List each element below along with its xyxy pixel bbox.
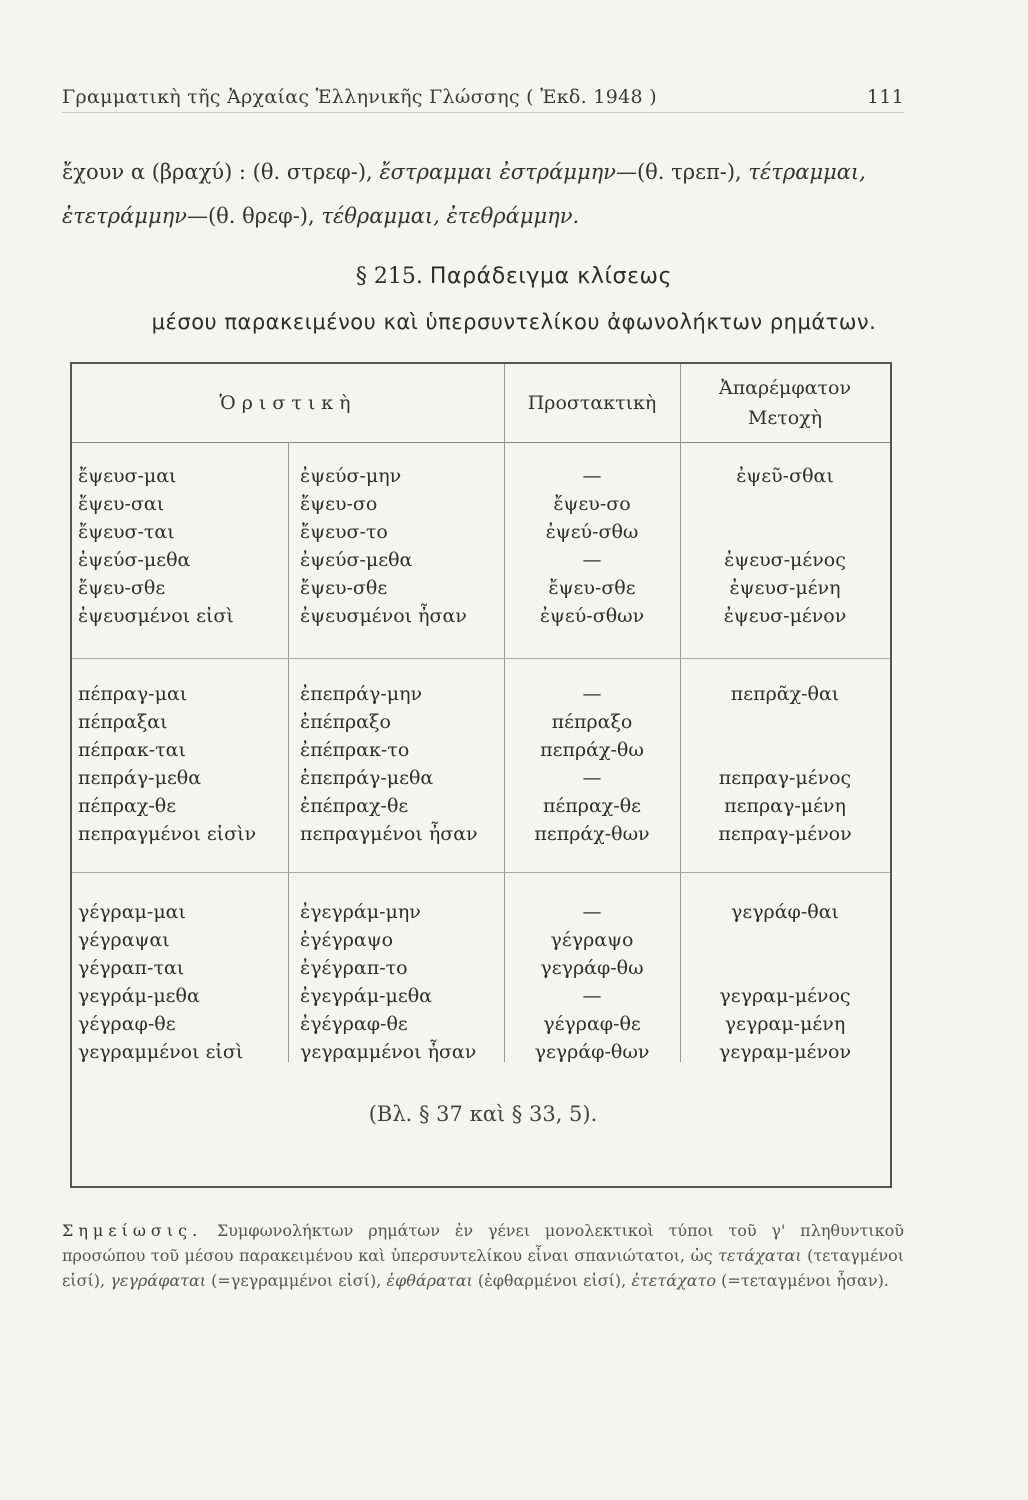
form-cell: ἐπέπραχ-θε	[300, 795, 409, 817]
form-cell: ἐψεύσ-μεθα	[300, 549, 413, 571]
form-cell: γεγράφ-θω	[540, 957, 644, 979]
group-separator	[72, 658, 890, 659]
form-cell: γέγραψο	[550, 929, 634, 951]
form-cell: γέγραμ-μαι	[78, 901, 186, 923]
aparemfaton-metochi-column	[680, 898, 890, 1066]
form-cell: ἐψεύ-σθων	[539, 605, 645, 627]
form-cell: πεπραγ-μένον	[718, 823, 852, 845]
form-cell: γεγραμμένοι εἰσὶ	[78, 1041, 244, 1063]
form-cell: γέγραπ-ται	[78, 957, 185, 979]
header-aparemfaton-metochi	[680, 364, 890, 442]
running-header	[62, 86, 904, 113]
form-cell	[680, 490, 890, 518]
form-cell: πεπράχ-θω	[540, 739, 644, 761]
form-cell: γεγραμ-μένος	[719, 985, 851, 1007]
oristiki-hypersyntelikos	[300, 898, 500, 1066]
note-text-2: (τεταγμένοι εἰσί),	[62, 1246, 904, 1290]
conjugation-table	[70, 362, 892, 1188]
form-cell: ἔψευ-σθε	[78, 577, 166, 599]
oristiki-parakeimenos	[78, 680, 284, 848]
group-separator	[72, 872, 890, 873]
form-cell: ἔψευ-σαι	[78, 493, 165, 515]
form-cell: ἐγεγράμ-μην	[300, 901, 421, 923]
section-subtitle: μέσου παρακειμένου καὶ ὑπερσυντελίκου ἀφωνολήκτων ρημάτων.	[151, 310, 877, 334]
form-cell	[680, 954, 890, 982]
table-cross-reference: (Βλ. § 37 καὶ § 33, 5).	[368, 1102, 598, 1126]
form-cell: γέγραψαι	[78, 929, 170, 951]
form-cell: —	[582, 767, 602, 789]
form-cell: —	[582, 901, 602, 923]
intro-alpha: α (βραχύ) : (θ. στρεφ-),	[130, 160, 373, 184]
form-cell: ἔψευσ-μαι	[78, 465, 177, 487]
intro-form-3: τέθραμμαι, ἐτεθράμμην.	[321, 204, 580, 228]
form-cell: γεγραμ-μένον	[718, 1041, 852, 1063]
footnote	[62, 1218, 904, 1293]
form-cell: ἔψευ-σο	[553, 493, 631, 515]
form-cell: γεγραμμένοι ἦσαν	[300, 1041, 477, 1063]
form-cell: πεπράγ-μεθα	[78, 767, 202, 789]
form-cell: πέπραξαι	[78, 711, 168, 733]
form-cell: ἐψεῦ-σθαι	[736, 465, 834, 487]
header-aparemfaton: Ἀπαρέμφατον	[718, 377, 852, 399]
form-cell: πεπραγμένοι εἰσὶν	[78, 823, 257, 845]
form-cell: πεπρᾶχ-θαι	[730, 683, 840, 705]
note-text-3: (=γεγραμμένοι εἰσί),	[211, 1271, 382, 1290]
section-title: Παράδειγμα κλίσεως	[429, 264, 673, 289]
form-cell: ἐγέγραφ-θε	[300, 1013, 408, 1035]
form-cell: ἐψευσμένοι ἦσαν	[300, 605, 467, 627]
note-example-2: γεγράφαται	[110, 1271, 207, 1290]
column-divider	[288, 442, 289, 1062]
form-cell: πέπραξο	[551, 711, 633, 733]
form-cell	[680, 708, 890, 736]
intro-form-1: ἔστραμμαι ἐστράμμην	[379, 160, 616, 184]
form-cell: ἐγέγραπ-το	[300, 957, 408, 979]
form-cell: πεπραγμένοι ἦσαν	[300, 823, 478, 845]
form-cell: ἐπέπρακ-το	[300, 739, 410, 761]
intro-lead: ἔχουν	[62, 160, 125, 184]
note-text-5: (=τεταγμένοι ἦσαν).	[721, 1271, 889, 1290]
form-cell: —	[582, 985, 602, 1007]
intro-paragraph	[62, 150, 902, 238]
note-example-4: ἐτετάχατο	[631, 1271, 717, 1290]
form-cell: γεγράφ-θων	[534, 1041, 650, 1063]
table-header-row	[72, 364, 890, 443]
form-cell: ἐψεύσ-μεθα	[78, 549, 191, 571]
prostaktiki-column	[504, 462, 680, 630]
form-cell: ἔψευ-σθε	[300, 577, 388, 599]
section-number: § 215.	[355, 264, 423, 289]
form-cell: πεπραγ-μένη	[724, 795, 846, 817]
form-cell: ἔψευ-σθε	[548, 577, 636, 599]
form-cell: ἐψεύ-σθω	[545, 521, 639, 543]
header-oristiki: Ὁριστικὴ	[219, 392, 357, 414]
form-cell: ἔψευ-σο	[300, 493, 378, 515]
form-cell	[680, 926, 890, 954]
form-cell: ἐγεγράμ-μεθα	[300, 985, 432, 1007]
form-cell: ἔψευσ-το	[300, 521, 388, 543]
intro-stem-2: —(θ. τρεπ-),	[615, 160, 742, 184]
form-cell: —	[582, 683, 602, 705]
note-example-3: ἐφθάραται	[386, 1271, 473, 1290]
page-number: 111	[866, 86, 904, 108]
oristiki-hypersyntelikos	[300, 680, 500, 848]
note-text-1: Συμφωνολήκτων ρημάτων ἐν γένει μονολεκτικοὶ τύποι τοῦ γ' πληθυντικοῦ προσώπου τοῦ μέσου παρακειμένου καὶ ὑπερσυντελίκου εἶναι σπανιώτατοι, ὡς	[62, 1221, 904, 1265]
form-cell: πεπραγ-μένος	[718, 767, 852, 789]
form-cell	[680, 518, 890, 546]
form-cell: γέγραφ-θε	[78, 1013, 176, 1035]
running-title: Γραμματικὴ τῆς Ἀρχαίας Ἑλληνικῆς Γλώσσης ( Ἐκδ. 1948 )	[62, 86, 657, 108]
oristiki-parakeimenos	[78, 462, 284, 630]
form-cell: ἐπέπραξο	[300, 711, 391, 733]
prostaktiki-column	[504, 898, 680, 1066]
aparemfaton-metochi-column	[680, 462, 890, 630]
intro-stem-3: —(θ. θρεφ-),	[186, 204, 315, 228]
form-cell: πεπράχ-θων	[534, 823, 650, 845]
header-metochi: Μετοχὴ	[747, 407, 823, 429]
form-cell: ἔψευσ-ται	[78, 521, 175, 543]
note-label: Σημείωσις.	[62, 1221, 203, 1240]
form-cell: πέπρακ-ται	[78, 739, 186, 761]
form-cell: πέπραχ-θε	[542, 795, 642, 817]
oristiki-hypersyntelikos	[300, 462, 500, 630]
aparemfaton-metochi-column	[680, 680, 890, 848]
form-cell: γεγράμ-μεθα	[78, 985, 200, 1007]
oristiki-parakeimenos	[78, 898, 284, 1066]
header-prostaktiki: Προστακτικὴ	[527, 392, 657, 414]
form-cell: πέπραγ-μαι	[78, 683, 188, 705]
form-cell: γεγραμ-μένη	[724, 1013, 846, 1035]
form-cell: ἐψευσμένοι εἰσὶ	[78, 605, 234, 627]
form-cell: ἐψευσ-μένος	[724, 549, 846, 571]
form-cell: ἐπεπράγ-μην	[300, 683, 423, 705]
form-cell	[680, 736, 890, 764]
form-cell: ἐψεύσ-μην	[300, 465, 402, 487]
form-cell: γέγραφ-θε	[543, 1013, 641, 1035]
intro-form-2: τέτραμμαι, ἐτετράμμην	[62, 160, 866, 228]
form-cell: γεγράφ-θαι	[731, 901, 839, 923]
form-cell: —	[582, 549, 602, 571]
form-cell: ἐψευσ-μένον	[723, 605, 847, 627]
form-cell: —	[582, 465, 602, 487]
form-cell: ἐγέγραψο	[300, 929, 394, 951]
note-example-1: τετάχαται	[718, 1246, 802, 1265]
section-heading	[0, 264, 1028, 289]
form-cell: ἐψευσ-μένη	[729, 577, 841, 599]
note-text-4: (ἐφθαρμένοι εἰσί),	[477, 1271, 627, 1290]
form-cell: ἐπεπράγ-μεθα	[300, 767, 434, 789]
prostaktiki-column	[504, 680, 680, 848]
form-cell: πέπραχ-θε	[78, 795, 177, 817]
